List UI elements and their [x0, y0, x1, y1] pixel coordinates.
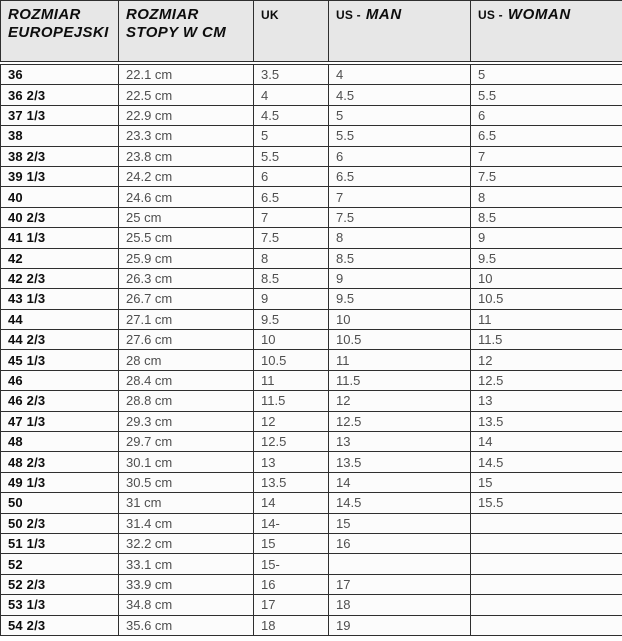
cell-foot-length: 34.8 cm [119, 595, 254, 615]
column-header-foot-length-cm [119, 1, 254, 62]
cell-us-man: 7.5 [329, 207, 471, 227]
table-row [1, 248, 622, 268]
cell-foot-length: 25.9 cm [119, 248, 254, 268]
cell-uk: 6 [254, 166, 329, 186]
cell-foot-length: 30.1 cm [119, 452, 254, 472]
table-row [1, 452, 622, 472]
cell-european-size: 46 [1, 370, 119, 390]
table-row [1, 228, 622, 248]
cell-us-man: 19 [329, 615, 471, 635]
cell-european-size: 43 1/3 [1, 289, 119, 309]
size-table-header [0, 0, 622, 62]
cell-foot-length: 22.5 cm [119, 85, 254, 105]
table-row [1, 533, 622, 553]
table-row [1, 615, 622, 635]
cell-us-man: 6 [329, 146, 471, 166]
cell-foot-length: 22.9 cm [119, 105, 254, 125]
cell-foot-length: 29.3 cm [119, 411, 254, 431]
cell-uk: 9.5 [254, 309, 329, 329]
cell-uk: 8.5 [254, 268, 329, 288]
cell-european-size: 52 2/3 [1, 574, 119, 594]
cell-foot-length: 28 cm [119, 350, 254, 370]
cell-european-size: 38 [1, 126, 119, 146]
cell-european-size: 36 [1, 65, 119, 85]
header-row [1, 1, 622, 62]
cell-uk: 9 [254, 289, 329, 309]
cell-us-man: 14.5 [329, 493, 471, 513]
cell-us-man: 8.5 [329, 248, 471, 268]
cell-us-woman: 8 [471, 187, 622, 207]
table-row [1, 432, 622, 452]
cell-european-size: 44 [1, 309, 119, 329]
cell-foot-length: 31 cm [119, 493, 254, 513]
column-header-uk-label: UK [261, 8, 279, 22]
cell-us-man: 9.5 [329, 289, 471, 309]
cell-european-size: 39 1/3 [1, 166, 119, 186]
size-table-body [1, 65, 622, 636]
cell-uk: 7.5 [254, 228, 329, 248]
table-row [1, 554, 622, 574]
cell-us-woman: 15 [471, 472, 622, 492]
cell-european-size: 40 2/3 [1, 207, 119, 227]
cell-foot-length: 25.5 cm [119, 228, 254, 248]
cell-us-woman: 14 [471, 432, 622, 452]
cell-foot-length: 24.6 cm [119, 187, 254, 207]
cell-foot-length: 31.4 cm [119, 513, 254, 533]
cell-us-woman: 7 [471, 146, 622, 166]
cell-us-woman: 6 [471, 105, 622, 125]
table-row [1, 65, 622, 85]
cell-foot-length: 33.9 cm [119, 574, 254, 594]
cell-foot-length: 26.3 cm [119, 268, 254, 288]
us-prefix-label-woman: US - [478, 8, 503, 22]
cell-us-woman: 13.5 [471, 411, 622, 431]
cell-uk: 13.5 [254, 472, 329, 492]
cell-uk: 4.5 [254, 105, 329, 125]
column-header-foot-length-label: ROZMIAR STOPY W CM [126, 6, 227, 41]
cell-european-size: 37 1/3 [1, 105, 119, 125]
table-row [1, 126, 622, 146]
table-row [1, 309, 622, 329]
cell-us-woman: 15.5 [471, 493, 622, 513]
cell-us-woman: 12 [471, 350, 622, 370]
cell-uk: 18 [254, 615, 329, 635]
table-row [1, 268, 622, 288]
cell-european-size: 45 1/3 [1, 350, 119, 370]
cell-uk: 13 [254, 452, 329, 472]
cell-european-size: 54 2/3 [1, 615, 119, 635]
cell-uk: 11 [254, 370, 329, 390]
table-row [1, 207, 622, 227]
cell-uk: 12.5 [254, 432, 329, 452]
cell-foot-length: 33.1 cm [119, 554, 254, 574]
column-header-us-man [329, 1, 471, 62]
cell-us-man: 12.5 [329, 411, 471, 431]
cell-european-size: 53 1/3 [1, 595, 119, 615]
cell-european-size: 48 [1, 432, 119, 452]
table-row [1, 574, 622, 594]
cell-uk: 10 [254, 330, 329, 350]
cell-uk: 6.5 [254, 187, 329, 207]
cell-uk: 4 [254, 85, 329, 105]
cell-foot-length: 26.7 cm [119, 289, 254, 309]
cell-us-woman: 9 [471, 228, 622, 248]
table-row [1, 595, 622, 615]
cell-foot-length: 24.2 cm [119, 166, 254, 186]
cell-us-woman: 13 [471, 391, 622, 411]
cell-us-woman [471, 595, 622, 615]
cell-us-man: 4.5 [329, 85, 471, 105]
column-header-european-size [1, 1, 119, 62]
cell-uk: 15- [254, 554, 329, 574]
cell-us-woman [471, 513, 622, 533]
table-row [1, 350, 622, 370]
cell-us-woman: 11.5 [471, 330, 622, 350]
cell-uk: 3.5 [254, 65, 329, 85]
size-table [0, 64, 622, 636]
cell-us-man: 16 [329, 533, 471, 553]
table-row [1, 370, 622, 390]
cell-foot-length: 27.1 cm [119, 309, 254, 329]
cell-us-man: 14 [329, 472, 471, 492]
cell-european-size: 42 [1, 248, 119, 268]
cell-us-woman [471, 533, 622, 553]
cell-uk: 5 [254, 126, 329, 146]
cell-european-size: 51 1/3 [1, 533, 119, 553]
cell-us-woman: 7.5 [471, 166, 622, 186]
column-header-uk [254, 1, 329, 62]
cell-us-man: 4 [329, 65, 471, 85]
cell-european-size: 42 2/3 [1, 268, 119, 288]
cell-us-woman: 5 [471, 65, 622, 85]
cell-us-man: 7 [329, 187, 471, 207]
cell-uk: 17 [254, 595, 329, 615]
cell-foot-length: 27.6 cm [119, 330, 254, 350]
cell-us-woman: 5.5 [471, 85, 622, 105]
column-header-us-woman [471, 1, 622, 62]
cell-uk: 8 [254, 248, 329, 268]
table-row [1, 85, 622, 105]
us-woman-label: WOMAN [507, 6, 571, 23]
table-row [1, 493, 622, 513]
cell-us-man: 6.5 [329, 166, 471, 186]
cell-foot-length: 35.6 cm [119, 615, 254, 635]
cell-us-woman [471, 615, 622, 635]
cell-us-man: 10 [329, 309, 471, 329]
cell-european-size: 50 2/3 [1, 513, 119, 533]
cell-foot-length: 23.8 cm [119, 146, 254, 166]
cell-us-woman [471, 554, 622, 574]
cell-us-man: 15 [329, 513, 471, 533]
table-row [1, 166, 622, 186]
cell-foot-length: 28.8 cm [119, 391, 254, 411]
cell-us-man: 10.5 [329, 330, 471, 350]
cell-foot-length: 32.2 cm [119, 533, 254, 553]
cell-european-size: 52 [1, 554, 119, 574]
cell-us-man: 18 [329, 595, 471, 615]
cell-uk: 12 [254, 411, 329, 431]
table-row [1, 289, 622, 309]
cell-us-woman: 14.5 [471, 452, 622, 472]
cell-foot-length: 28.4 cm [119, 370, 254, 390]
cell-european-size: 40 [1, 187, 119, 207]
cell-european-size: 44 2/3 [1, 330, 119, 350]
cell-us-woman: 10 [471, 268, 622, 288]
cell-european-size: 49 1/3 [1, 472, 119, 492]
table-row [1, 330, 622, 350]
cell-us-woman: 9.5 [471, 248, 622, 268]
cell-us-man: 12 [329, 391, 471, 411]
cell-foot-length: 25 cm [119, 207, 254, 227]
cell-uk: 15 [254, 533, 329, 553]
cell-us-man [329, 554, 471, 574]
cell-uk: 7 [254, 207, 329, 227]
cell-european-size: 47 1/3 [1, 411, 119, 431]
cell-foot-length: 22.1 cm [119, 65, 254, 85]
cell-european-size: 41 1/3 [1, 228, 119, 248]
cell-european-size: 50 [1, 493, 119, 513]
cell-foot-length: 29.7 cm [119, 432, 254, 452]
table-row [1, 472, 622, 492]
cell-european-size: 48 2/3 [1, 452, 119, 472]
cell-us-woman [471, 574, 622, 594]
cell-foot-length: 23.3 cm [119, 126, 254, 146]
table-row [1, 513, 622, 533]
cell-uk: 14- [254, 513, 329, 533]
column-header-european-size-label: ROZMIAR EUROPEJSKI [8, 6, 109, 41]
cell-uk: 5.5 [254, 146, 329, 166]
cell-us-woman: 8.5 [471, 207, 622, 227]
cell-us-man: 8 [329, 228, 471, 248]
cell-uk: 16 [254, 574, 329, 594]
cell-us-man: 11.5 [329, 370, 471, 390]
cell-uk: 10.5 [254, 350, 329, 370]
cell-us-man: 5.5 [329, 126, 471, 146]
us-man-label: MAN [365, 6, 402, 23]
cell-us-man: 9 [329, 268, 471, 288]
cell-us-woman: 11 [471, 309, 622, 329]
table-row [1, 187, 622, 207]
us-prefix-label-man: US - [336, 8, 361, 22]
cell-us-man: 11 [329, 350, 471, 370]
cell-us-man: 5 [329, 105, 471, 125]
table-row [1, 411, 622, 431]
cell-us-woman: 12.5 [471, 370, 622, 390]
cell-foot-length: 30.5 cm [119, 472, 254, 492]
table-row [1, 391, 622, 411]
cell-us-man: 13 [329, 432, 471, 452]
cell-uk: 11.5 [254, 391, 329, 411]
cell-us-woman: 6.5 [471, 126, 622, 146]
cell-european-size: 38 2/3 [1, 146, 119, 166]
cell-us-man: 17 [329, 574, 471, 594]
table-row [1, 146, 622, 166]
cell-us-woman: 10.5 [471, 289, 622, 309]
cell-us-man: 13.5 [329, 452, 471, 472]
table-row [1, 105, 622, 125]
cell-european-size: 36 2/3 [1, 85, 119, 105]
cell-uk: 14 [254, 493, 329, 513]
cell-european-size: 46 2/3 [1, 391, 119, 411]
